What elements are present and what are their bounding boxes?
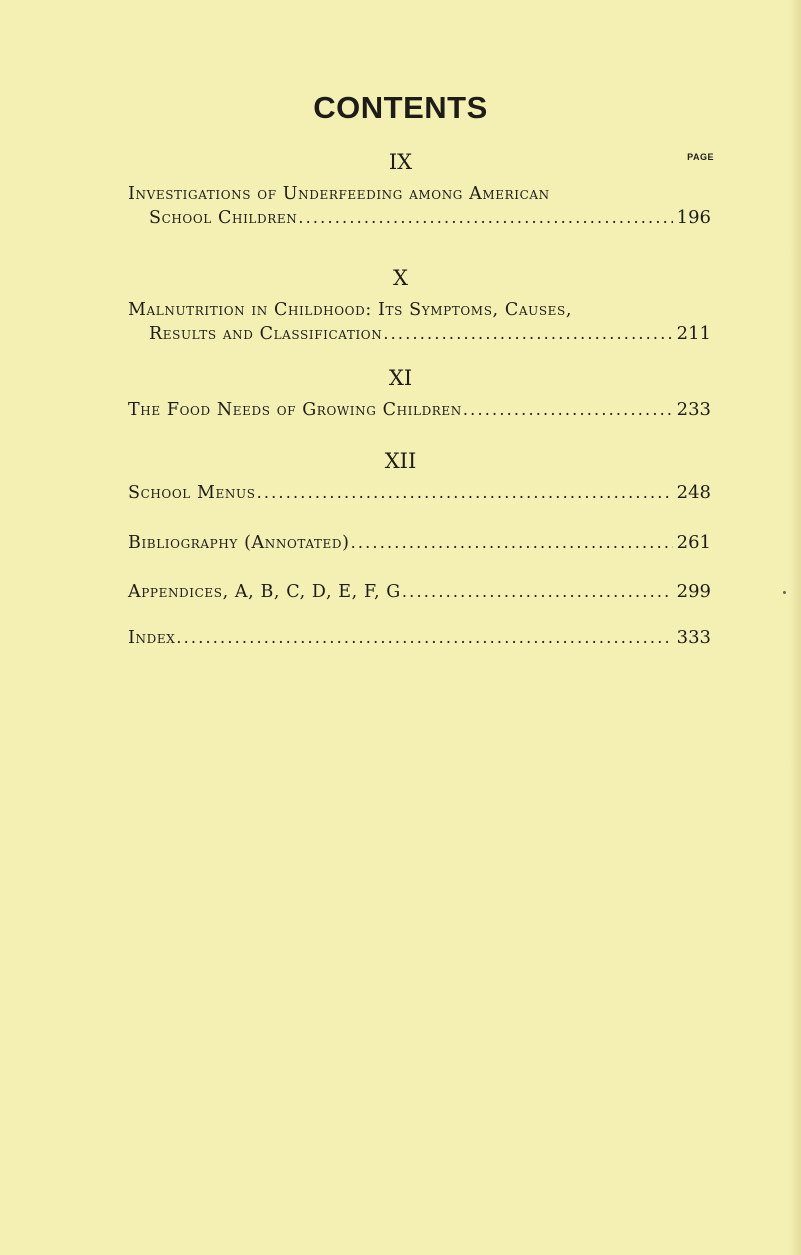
paper-speck <box>783 591 786 594</box>
toc-entry-title: School Menus <box>128 483 256 503</box>
toc-entry-title: Index <box>128 628 176 648</box>
chapter-number-ix: IX <box>388 150 413 174</box>
toc-entry-page: 196 <box>676 207 711 228</box>
toc-entry-page: 211 <box>676 323 711 344</box>
chapter-number-xii: XII <box>384 449 417 473</box>
chapter-number-xi: XI <box>388 366 413 390</box>
dot-leader <box>351 531 673 555</box>
toc-entry-page: 299 <box>676 581 711 602</box>
toc-entry-chapter-ix[interactable] <box>128 182 711 230</box>
toc-entry-appendices[interactable] <box>128 580 711 604</box>
page-column-label: PAGE <box>687 152 714 162</box>
page-edge-shadow <box>789 0 801 1255</box>
toc-entry-page: 261 <box>676 532 711 553</box>
toc-entry-page: 248 <box>676 482 711 503</box>
toc-entry-page: 233 <box>676 399 711 420</box>
dot-leader <box>383 322 672 346</box>
toc-entry-chapter-x[interactable] <box>128 298 711 346</box>
toc-entry-title: Appendices, A, B, C, D, E, F, G <box>128 582 401 602</box>
dot-leader <box>257 481 673 505</box>
toc-entry-title: Bibliography (Annotated) <box>128 533 350 553</box>
dot-leader <box>463 398 673 422</box>
toc-entry-page: 333 <box>676 627 711 648</box>
toc-entry-title: The Food Needs of Growing Children <box>128 400 462 420</box>
toc-entry-bibliography[interactable] <box>128 531 711 555</box>
page-title: CONTENTS <box>313 90 488 125</box>
toc-entry-title-line1: Investigations of Underfeeding among American <box>128 184 550 204</box>
chapter-number-x: X <box>393 266 408 290</box>
toc-entry-title-line1: Malnutrition in Childhood: Its Symptoms, Causes, <box>128 300 572 320</box>
dot-leader <box>402 580 673 604</box>
dot-leader <box>298 206 672 230</box>
toc-entry-title-line2: School Children <box>149 208 298 228</box>
toc-entry-title-line2: Results and Classification <box>149 324 383 344</box>
toc-entry-chapter-xii[interactable] <box>128 481 711 505</box>
toc-entry-chapter-xi[interactable] <box>128 398 711 422</box>
dot-leader <box>176 626 672 650</box>
toc-entry-index[interactable] <box>128 626 711 650</box>
